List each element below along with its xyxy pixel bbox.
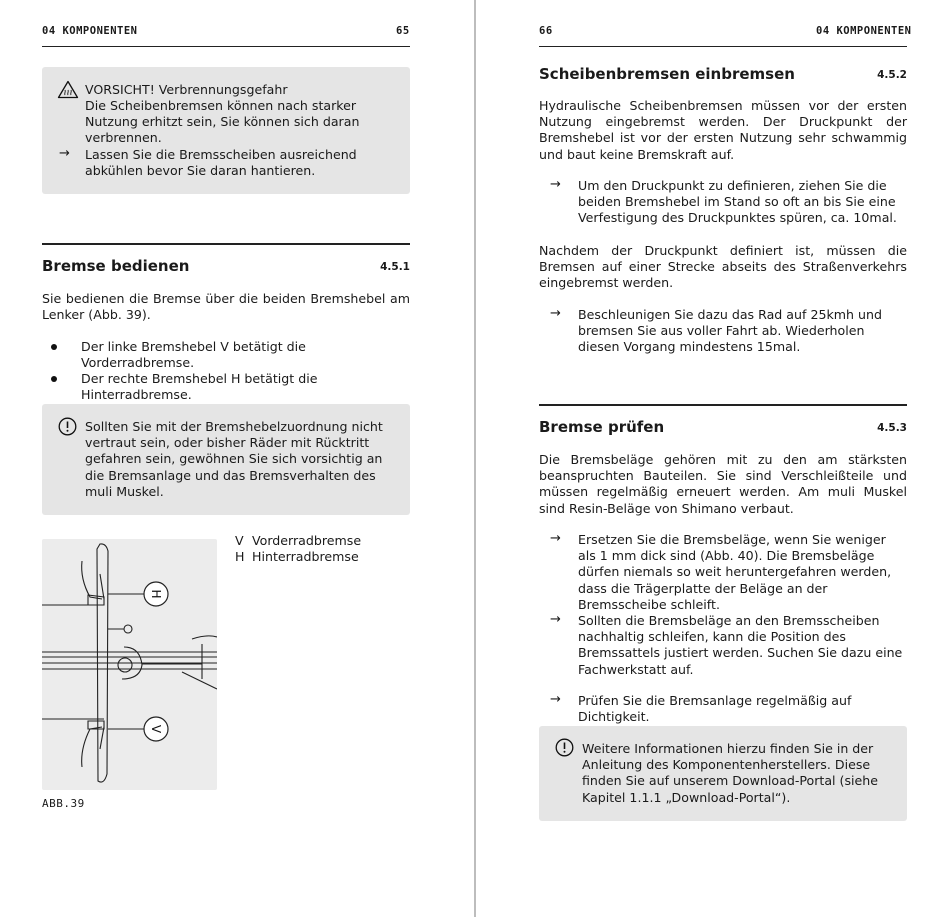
section-intro: Sie bedienen die Bremse über die beiden Bremshebel am Lenker (Abb. 39). <box>42 291 410 323</box>
section-intro: Die Bremsbeläge gehören mit zu den am stärksten beanspruchten Bauteilen. Sie sind Verschleißteile und müssen regelmäßig erneuert werden. Am muli Muskel sind Resin-Beläge von Shimano verbaut. <box>539 452 907 516</box>
page-number: 66 <box>539 25 553 37</box>
warning-title: VORSICHT! Verbrennungsgefahr <box>85 82 288 97</box>
bullet-item: Der linke Bremshebel V betätigt die Vorderradbremse. <box>81 339 306 371</box>
arrow-right-icon: → <box>550 531 561 546</box>
hot-surface-warning-icon <box>57 80 79 99</box>
bullet-icon <box>51 376 57 382</box>
exclamation-circle-icon <box>555 738 574 757</box>
step-text: Sollten die Bremsbeläge an den Bremsscheiben nachhaltig schleifen, kann die Position des Bremssattels justiert werden. Suchen Sie dazu eine Fachwerkstatt auf. <box>578 613 903 677</box>
legend-key: H <box>235 549 245 564</box>
note-text: Weitere Informationen hierzu finden Sie in der Anleitung des Komponentenherstellers. Diese finden Sie auf unserem Download-Portal (siehe Kapitel 1.1.1 „Download-Portal“). <box>582 741 878 805</box>
section-rule <box>539 404 907 406</box>
legend-label: Hinterradbremse <box>252 549 359 564</box>
running-header-section: 04 KOMPONENTEN <box>42 25 138 37</box>
note-text: Sollten Sie mit der Bremshebelzuordnung nicht vertraut sein, oder bisher Räder mit Rücktritt gefahren sein, gewöhnen Sie sich vorsichtig an die Bremsanlage und das Bremsverhalten des muli Muskel. <box>85 419 383 499</box>
arrow-right-icon: → <box>550 177 561 192</box>
section-number: 4.5.1 <box>380 261 410 273</box>
arrow-right-icon: → <box>550 692 561 707</box>
step-text: Beschleunigen Sie dazu das Rad auf 25kmh und bremsen Sie aus voller Fahrt ab. Wiederholen diesen Vorgang mindestens 15mal. <box>578 307 882 355</box>
section-title: Bremse prüfen <box>539 418 665 436</box>
step-text: Prüfen Sie die Bremsanlage regelmäßig auf Dichtigkeit. <box>578 693 852 725</box>
note-box <box>539 726 907 821</box>
bullet-item: Der rechte Bremshebel H betätigt die Hinterradbremse. <box>81 371 318 403</box>
marker-h-label: H <box>149 589 163 599</box>
exclamation-circle-icon <box>58 417 77 436</box>
running-header-section: 04 KOMPONENTEN <box>816 25 912 37</box>
section-rule <box>42 243 410 245</box>
arrow-right-icon: → <box>550 612 561 627</box>
warning-action: Lassen Sie die Bremsscheiben ausreichend abkühlen bevor Sie daran hantieren. <box>85 147 357 179</box>
arrow-right-icon: → <box>550 306 561 321</box>
arrow-right-icon: → <box>59 146 70 161</box>
bullet-icon <box>51 344 57 350</box>
step-text: Um den Druckpunkt zu definieren, ziehen Sie die beiden Bremshebel im Stand so oft an bis Sie eine Verfestigung des Druckpunktes spüren, ca. 10mal. <box>578 178 897 226</box>
warning-box <box>42 67 410 194</box>
section-title: Scheibenbremsen einbremsen <box>539 65 795 83</box>
section-title: Bremse bedienen <box>42 257 190 275</box>
handlebar-figure <box>42 539 217 790</box>
marker-v-label: V <box>149 724 163 734</box>
note-box <box>42 404 410 515</box>
warning-body: Die Scheibenbremsen können nach starker Nutzung erhitzt sein, Sie können sich daran verbrennen. <box>85 98 360 146</box>
legend-label: Vorderradbremse <box>252 533 362 548</box>
section-number: 4.5.3 <box>877 422 907 434</box>
page-66 <box>476 0 950 917</box>
handlebar-drawing <box>42 539 217 790</box>
section-intro: Hydraulische Scheibenbremsen müssen vor der ersten Nutzung eingebremst werden. Der Druckpunkt der Bremshebel ist vor der ersten Nutzung sehr schwammig und baut keine Bremskraft auf. <box>539 98 907 162</box>
step-text: Ersetzen Sie die Bremsbeläge, wenn Sie weniger als 1 mm dick sind (Abb. 40). Die Bremsbeläge dürfen niemals so weit heruntergefahren werden, dass die Trägerplatte der Beläge an der Bremsscheibe schleift. <box>578 532 892 612</box>
figure-caption: ABB.39 <box>42 797 85 810</box>
section-number: 4.5.2 <box>877 69 907 81</box>
header-rule <box>42 46 410 47</box>
header-rule <box>539 46 907 47</box>
page-65 <box>0 0 474 917</box>
legend-key: V <box>235 533 244 548</box>
section-paragraph: Nachdem der Druckpunkt definiert ist, müssen die Bremsen auf einer Strecke abseits des Straßenverkehrs eingebremst werden. <box>539 243 907 291</box>
page-number: 65 <box>396 25 410 37</box>
